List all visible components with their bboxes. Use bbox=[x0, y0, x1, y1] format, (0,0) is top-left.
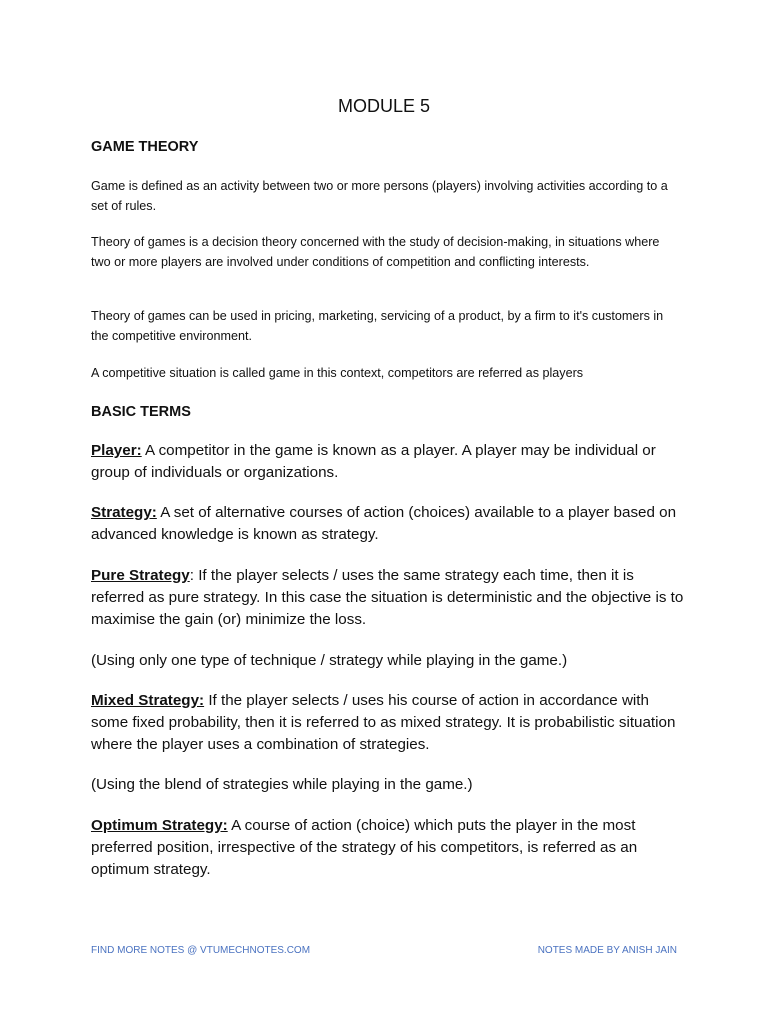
definition-pure-strategy bbox=[91, 565, 687, 632]
section-heading-basic-terms: BASIC TERMS bbox=[91, 404, 191, 420]
footer-author-credit: NOTES MADE BY ANISH JAIN bbox=[537, 945, 677, 956]
definition-optimum-strategy bbox=[91, 815, 687, 882]
definition-strategy bbox=[91, 502, 687, 546]
definition-optimum-strategy-text: A course of action (choice) which puts the player in the most preferred position, irrespective of the strategy of his competitors, is referred as an optimum strategy. bbox=[91, 817, 638, 879]
note-mixed-strategy: (Using the blend of strategies while playing in the game.) bbox=[91, 776, 473, 793]
definition-strategy-text: A set of alternative courses of action (choices) available to a player based on advanced knowledge is known as strategy. bbox=[91, 504, 677, 544]
note-pure-strategy: (Using only one type of technique / strategy while playing in the game.) bbox=[91, 652, 568, 669]
paragraph-theory-definition: Theory of games is a decision theory concerned with the study of decision-making, in situations where two or more players are involved under conditions of competition and conflicting interests. bbox=[91, 235, 660, 269]
footer-link-notes[interactable]: FIND MORE NOTES @ VTUMECHNOTES.COM bbox=[91, 945, 311, 956]
section-heading-game-theory: GAME THEORY bbox=[91, 139, 199, 155]
definition-mixed-strategy-text: If the player selects / uses his course of action in accordance with some fixed probability, then it is referred to as mixed strategy. It is probabilistic situation where the player uses a combination of strategies. bbox=[91, 692, 676, 754]
term-player: Player: bbox=[91, 442, 142, 459]
paragraph-game-definition: Game is defined as an activity between two or more persons (players) involving activities according to a set of rules. bbox=[91, 179, 668, 213]
term-mixed-strategy: Mixed Strategy: bbox=[91, 692, 205, 709]
term-strategy: Strategy: bbox=[91, 504, 157, 521]
term-optimum-strategy: Optimum Strategy: bbox=[91, 817, 228, 834]
paragraph-theory-uses: Theory of games can be used in pricing, marketing, servicing of a product, by a firm to it's customers in the competitive environment. bbox=[91, 309, 664, 343]
paragraph-competitive-situation: A competitive situation is called game in this context, competitors are referred as players bbox=[91, 366, 584, 380]
term-pure-strategy: Pure Strategy bbox=[91, 567, 190, 584]
page-title: MODULE 5 bbox=[337, 96, 431, 116]
definition-mixed-strategy bbox=[91, 690, 687, 757]
definition-player-text: A competitor in the game is known as a player. A player may be individual or group of individuals or organizations. bbox=[91, 442, 656, 482]
definition-player bbox=[91, 440, 687, 484]
definition-pure-strategy-text: : If the player selects / uses the same strategy each time, then it is referred as pure strategy. In this case the situation is deterministic and the objective is to maximise the gain (or) minimize the loss. bbox=[91, 567, 684, 629]
